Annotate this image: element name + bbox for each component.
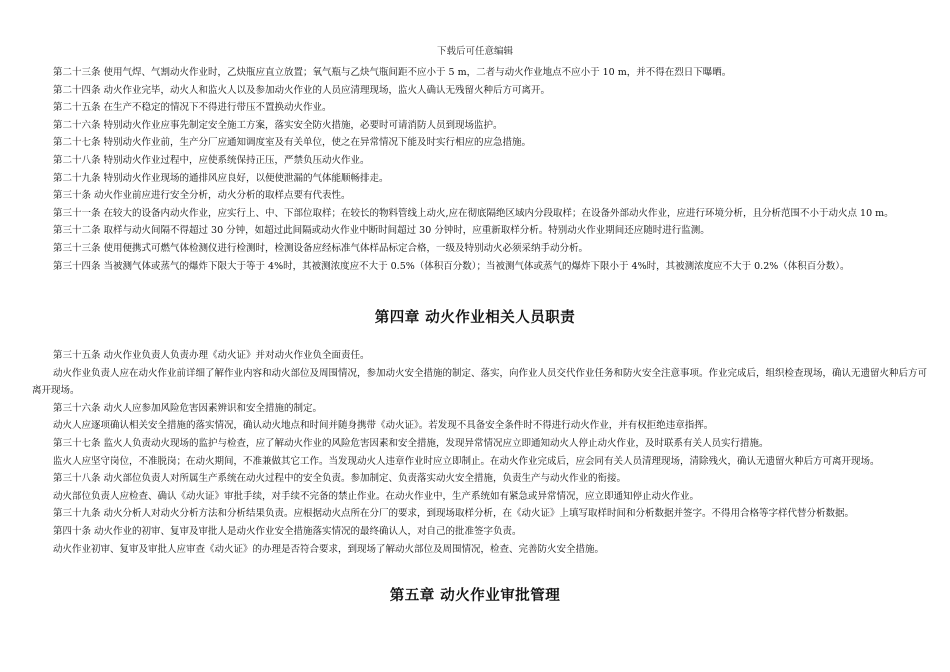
article-paragraph: 第二十八条 特别动火作业过程中，应使系统保持正压，严禁负压动火作业。 — [53, 154, 370, 166]
article-paragraph: 动火人应逐项确认相关安全措施的落实情况，确认动火地点和时间并随身携带《动火证》。若发现不具备安全条件时不得进行动火作业，并有权拒绝违章指挥。 — [53, 420, 714, 432]
chapter-5-heading: 第五章 动火作业审批管理 — [389, 587, 561, 604]
article-paragraph: 第三十三条 使用便携式可燃气体检测仪进行检测时，检测设备应经标准气体样品标定合格，一级及特别动火必须采纳手动分析。 — [53, 242, 589, 254]
article-paragraph: 动火部位负责人应检查、确认《动火证》审批手续，对手续不完备的禁止作业。在动火作业中，生产系统如有紧急或异常情况，应立即通知停止动火作业。 — [53, 490, 700, 502]
article-paragraph: 第三十二条 取样与动火间隔不得超过 30 分钟，如超过此间隔或动火作业中断时间超过 30 分钟时，应重新取样分析。特别动火作业期间还应随时进行监测。 — [53, 225, 710, 237]
article-paragraph: 第三十四条 当被测气体或蒸气的爆炸下限大于等于 4%时，其被测浓度应不大于 0.5%（体积百分数）；当被测气体或蒸气的爆炸下限小于 4%时，其被测浓度应不大于 0.2%（体积百分数）。 — [53, 260, 850, 272]
article-paragraph: 第三十八条 动火部位负责人对所属生产系统在动火过程中的安全负责。参加制定、负责落实动火安全措施，负责生产与动火作业的衔接。 — [53, 473, 627, 485]
article-paragraph: 第二十六条 特别动火作业应事先制定安全施工方案，落实安全防火措施，必要时可请消防人员到现场监护。 — [53, 119, 503, 131]
chapter-4-heading: 第四章 动火作业相关人员职责 — [374, 309, 576, 326]
article-paragraph: 第二十七条 特别动火作业前，生产分厂应通知调度室及有关单位，使之在异常情况下能及时实行相应的应急措施。 — [53, 137, 532, 149]
article-paragraph: 监火人应坚守岗位，不准脱岗；在动火期间，不准兼做其它工作。当发现动火人违章作业时应立即制止。在动火作业完成后，应会同有关人员清理现场，清除残火，确认无遗留火种后方可离开现场。 — [53, 455, 880, 467]
article-paragraph: 动火作业负责人应在动火作业前详细了解作业内容和动火部位及周围情况，参加动火安全措施的制定、落实，向作业人员交代作业任务和防火安全注意事项。作业完成后，组织检查现场，确认无遗留火种后方可离开现场。 — [32, 367, 928, 397]
article-paragraph: 第三十六条 动火人应参加风险危害因素辨识和安全措施的制定。 — [53, 402, 323, 414]
section-articles-23-34 — [32, 64, 927, 275]
article-paragraph: 第二十四条 动火作业完毕，动火人和监火人以及参加动火作业的人员应清理现场，监火人确认无残留火种后方可离开。 — [53, 84, 551, 96]
article-paragraph: 第二十五条 在生产不稳定的情况下不得进行带压不置换动火作业。 — [53, 102, 332, 114]
article-paragraph: 动火作业初审、复审及审批人应审查《动火证》的办理是否符合要求，到现场了解动火部位及周围情况，检查、完善防火安全措施。 — [53, 543, 605, 555]
article-paragraph: 第四十条 动火作业的初审、复审及审批人是动火作业安全措施落实情况的最终确认人，对自己的批准签字负责。 — [53, 525, 522, 537]
section-articles-35-40 — [32, 347, 927, 558]
article-paragraph: 第三十九条 动火分析人对动火分析方法和分析结果负责。应根据动火点所在分厂的要求，到现场取样分析，在《动火证》上填写取样时间和分析数据并签字。不得用合格等字样代替分析数据。 — [53, 508, 855, 520]
article-paragraph: 第三十条 动火作业前应进行安全分析，动火分析的取样点要有代表性。 — [53, 190, 351, 202]
article-paragraph: 第二十三条 使用气焊、气割动火作业时，乙炔瓶应直立放置；氧气瓶与乙炔气瓶间距不应小于 5 m，二者与动火作业地点不应小于 10 m，并不得在烈日下曝晒。 — [53, 67, 732, 78]
page-header: 下载后可任意编辑 — [436, 46, 513, 57]
article-paragraph: 第三十一条 在较大的设备内动火作业，应实行上、中、下部位取样；在较长的物料管线上动火,应在彻底隔绝区域内分段取样；在设备外部动火作业，应进行环境分析，且分析范围不小于动火点 10 m。 — [53, 207, 894, 219]
article-paragraph: 第二十九条 特别动火作业现场的通排风应良好，以便使泄漏的气体能顺畅排走。 — [53, 172, 389, 184]
article-paragraph: 第三十七条 监火人负责动火现场的监护与检查，应了解动火作业的风险危害因素和安全措施，发现异常情况应立即通知动火人停止动火作业，及时联系有关人员实行措施。 — [53, 437, 769, 449]
article-paragraph: 第三十五条 动火作业负责人负责办理《动火证》并对动火作业负全面责任。 — [53, 350, 370, 361]
